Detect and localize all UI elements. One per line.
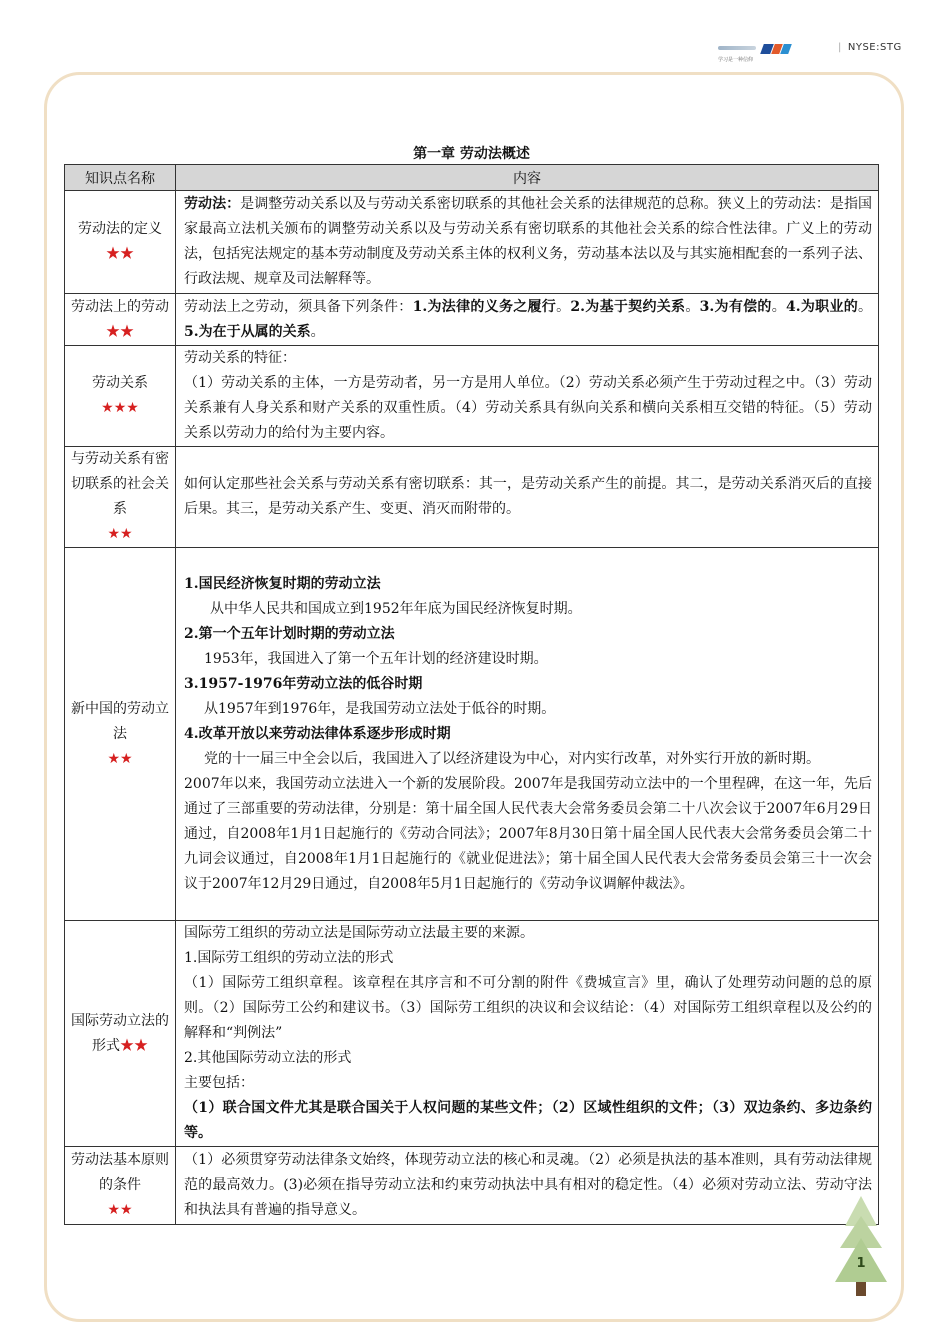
row-name: 与劳动关系有密切联系的社会关系 <box>71 451 169 517</box>
knowledge-table <box>64 164 879 1225</box>
row-name-cell <box>65 191 176 294</box>
row-name-cell <box>65 346 176 447</box>
star-rating: ★★★ <box>101 400 139 416</box>
table-header-row <box>65 165 879 191</box>
logo-wordmark <box>718 46 756 50</box>
row-name: 劳动法的定义 <box>78 221 162 237</box>
company-logo <box>718 40 790 56</box>
paragraph: 2007年以来，我国劳动立法进入一个新的发展阶段。2007年是我国劳动立法中的一个里程碑，在这一年，先后通过了三部重要的劳动法律，分别是：第十届全国人民代表大会常务委员会第二十八次会议于2007年6月29日通过，自2008年1月1日起施行的《劳动合同法》；2007年8月30日第十届全国人民代表大会常务委员会第二十九词会议通过，自2008年1月1日起施行的《就业促进法》；第十届全国人民代表大会常务委员会第三十一次会议于2007年12月29日通过，自2008年5月1日起施行的《劳动争议调解仲裁法》。 <box>184 775 872 892</box>
row-name: 新中国的劳动立法 <box>71 700 169 742</box>
logo-slogan: 学习是一种信仰 <box>718 57 754 63</box>
table-row <box>65 191 879 294</box>
row-content-cell <box>176 548 879 921</box>
table-row <box>65 447 879 548</box>
ticker-text: NYSE:STG <box>847 42 902 53</box>
paragraph: （1）联合国文件尤其是联合国关于人权问题的某些文件；（2）区域性组织的文件；（3）双边条约、多边条约等。 <box>184 1100 872 1141</box>
table-row <box>65 548 879 921</box>
row-name: 劳动法基本原则的条件 <box>71 1152 169 1193</box>
section-heading: 4.改革开放以来劳动法律体系逐步形成时期 <box>184 725 451 742</box>
row-content-cell <box>176 921 879 1147</box>
logo-icon <box>762 43 790 54</box>
condition-item: 1.为法律的义务之履行 <box>412 298 557 315</box>
row-name: 劳动关系 <box>92 375 148 391</box>
paragraph: 如何认定那些社会关系与劳动关系有密切联系：其一，是劳动关系产生的前提。其二，是劳动关系消灭后的直接后果。其三，是劳动关系产生、变更、消灭而附带的。 <box>184 476 872 517</box>
condition-item: 4.为职业的 <box>785 298 859 315</box>
row-content-cell: 劳动法上之劳动，须具备下列条件：1.为法律的义务之履行。2.为基于契约关系。3.为有偿的。4.为职业的。5.为在于从属的关系。 <box>176 294 879 346</box>
condition-item: 2.为基于契约关系 <box>570 298 686 315</box>
paragraph: 1953年，我国进入了第一个五年计划的经济建设时期。 <box>204 650 548 667</box>
row-name: 劳动法上的劳动 <box>71 298 169 315</box>
star-rating: ★★ <box>107 526 133 542</box>
star-rating: ★★ <box>106 323 134 340</box>
section-heading: 劳动关系的特征： <box>184 350 296 366</box>
paragraph: 党的十一届三中全会以后，我国进入了以经济建设为中心，对内实行改革，对外实行开放的新时期。 <box>204 750 820 767</box>
row-name-cell <box>65 548 176 921</box>
table-row <box>65 346 879 447</box>
stock-ticker: | NYSE:STG <box>838 42 902 53</box>
chapter-title: 第一章 劳动法概述 <box>413 146 530 162</box>
table-row <box>65 1147 879 1225</box>
page-number: 1 <box>856 1256 866 1271</box>
row-name: 国际劳动立法的形式 <box>71 1012 169 1054</box>
column-header-name: 知识点名称 <box>65 165 176 191</box>
paragraph: 国际劳工组织的劳动立法是国际劳动立法最主要的来源。 <box>184 925 534 941</box>
star-rating: ★★ <box>106 246 134 262</box>
table-row <box>65 921 879 1147</box>
star-rating: ★★ <box>107 1202 133 1218</box>
star-rating: ★★ <box>107 750 133 767</box>
paragraph: 主要包括： <box>184 1075 254 1091</box>
row-content-cell <box>176 1147 879 1225</box>
term-label: 劳动法： <box>184 196 241 212</box>
row-name-cell <box>65 921 176 1147</box>
condition-item: 5.为在于从属的关系 <box>184 323 311 340</box>
conditions-intro: 劳动法上之劳动，须具备下列条件： <box>184 298 413 315</box>
page-number-tree-icon <box>834 1196 888 1298</box>
paragraph: 从1957年到1976年，是我国劳动立法处于低谷的时期。 <box>204 700 556 717</box>
table-row <box>65 294 879 346</box>
row-content-cell <box>176 447 879 548</box>
star-rating: ★★ <box>120 1037 148 1054</box>
section-heading: 1.国民经济恢复时期的劳动立法 <box>184 575 381 592</box>
section-heading: 3.1957-1976年劳动立法的低谷时期 <box>184 675 423 692</box>
section-heading: 2.第一个五年计划时期的劳动立法 <box>184 625 395 642</box>
row-name-cell <box>65 294 176 346</box>
paragraph: 从中华人民共和国成立到1952年年底为国民经济恢复时期。 <box>210 600 582 617</box>
column-header-content: 内容 <box>176 165 879 191</box>
paragraph: （1）国际劳工组织章程。该章程在其序言和不可分割的附件《费城宣言》里，确认了处理劳动问题的总的原则。（2）国际劳工公约和建议书。（3）国际劳工组织的决议和会议结论：（4）对国际劳工组织章程以及公约的解释和“判例法” <box>184 975 872 1041</box>
section-heading: 2.其他国际劳动立法的形式 <box>184 1050 352 1066</box>
section-heading: 1.国际劳工组织的劳动立法的形式 <box>184 950 394 966</box>
row-name-cell <box>65 447 176 548</box>
paragraph: （1）必须贯穿劳动法律条文始终，体现劳动立法的核心和灵魂。（2）必须是执法的基本准则，具有劳动法律规范的最高效力。(3)必须在指导劳动立法和约束劳动执法中具有相对的稳定性。（4）必须对劳动立法、劳动守法和执法具有普遍的指导意义。 <box>184 1152 872 1218</box>
condition-item: 3.为有偿的 <box>699 298 772 315</box>
definition-text: 是调整劳动关系以及与劳动关系密切联系的其他社会关系的法律规范的总称。狭义上的劳动法：是指国家最高立法机关颁布的调整劳动关系以及与劳动关系有密切联系的其他社会关系的综合性法律。广义上的劳动法，包括宪法规定的基本劳动制度及劳动关系主体的权利义务，劳动基本法以及与其实施相配套的一系列子法、行政法规、规章及司法解释等。 <box>184 196 873 287</box>
row-name-cell <box>65 1147 176 1225</box>
row-content-cell <box>176 346 879 447</box>
row-content-cell <box>176 191 879 294</box>
paragraph: （1）劳动关系的主体，一方是劳动者，另一方是用人单位。（2）劳动关系必须产生于劳动过程之中。（3）劳动关系兼有人身关系和财产关系的双重性质。（4）劳动关系具有纵向关系和横向关系相互交错的特征。（5）劳动关系以劳动力的给付为主要内容。 <box>184 375 872 441</box>
